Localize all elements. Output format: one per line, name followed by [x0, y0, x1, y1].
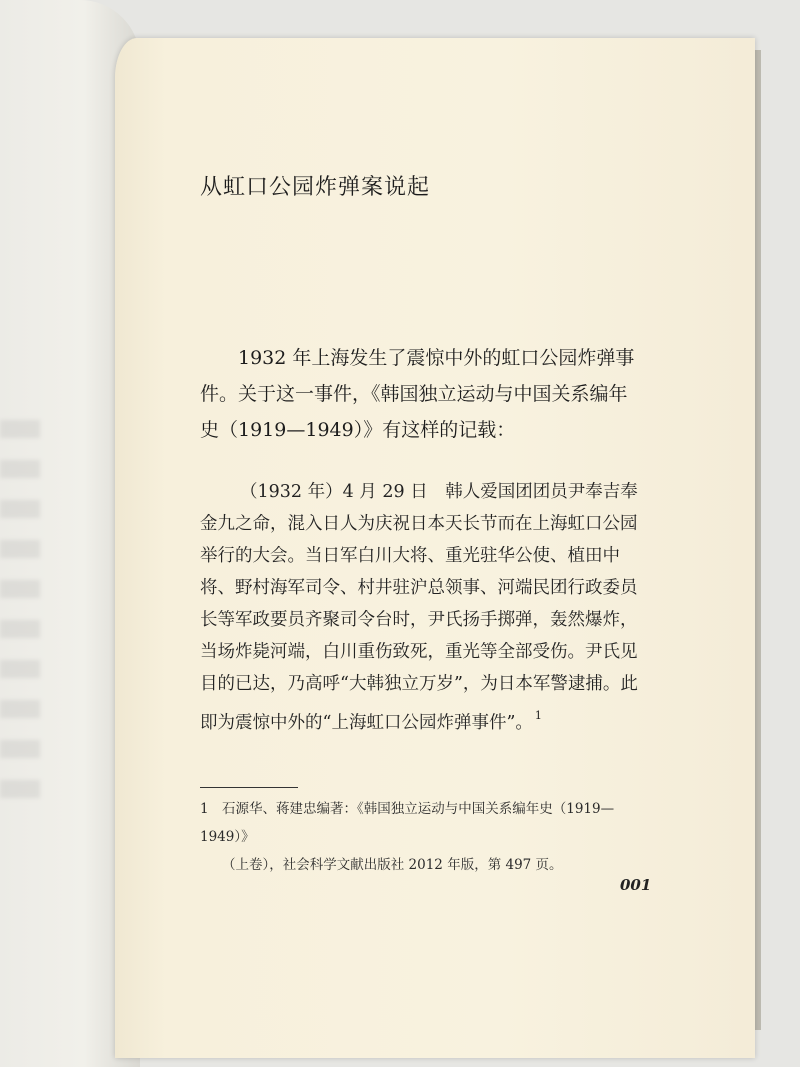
footnote-divider — [200, 787, 298, 788]
footnote-marker[interactable]: 1 — [534, 709, 542, 722]
block-quote — [200, 476, 642, 739]
chapter-title: 从虹口公园炸弹案说起 — [200, 175, 431, 200]
footnote-number: 1 — [200, 801, 209, 817]
intro-text: 1932 年上海发生了震惊中外的虹口公园炸弹事件。关于这一事件，《韩国独立运动与中国关系编年史（1919—1949）》有这样的记载： — [200, 347, 635, 441]
page-number: 001 — [620, 876, 652, 894]
footnote-citation: 石源华、蒋建忠编著：《韩国独立运动与中国关系编年史（1919—1949）》 — [200, 801, 615, 845]
intro-paragraph — [200, 340, 640, 448]
left-page-bleed-text — [0, 420, 40, 820]
quote-paragraph — [200, 476, 642, 739]
footnote-line-2: （上卷），社会科学文献出版社 2012 年版，第 497 页。 — [222, 857, 563, 873]
footnote — [200, 795, 660, 879]
quote-text: （1932 年）4 月 29 日 韩人爱国团团员尹奉吉奉金九之命，混入日人为庆祝日本天长节而在上海虹口公园举行的大会。当日军白川大将、重光驻华公使、植田中将、野村海军司令、村井驻沪总领事、河端民团行政委员长等军政要员齐聚司令台时，尹氏扬手掷弹，轰然爆炸，当场炸毙河端，白川重伤致死，重光等全部受伤。尹氏见目的已达，乃高呼“大韩独立万岁”，为日本军警逮捕。此即为震惊中外的“上海虹口公园炸弹事件”。 — [200, 482, 638, 733]
page-stack-edge — [755, 50, 761, 1030]
footnote-line-1 — [200, 795, 660, 851]
